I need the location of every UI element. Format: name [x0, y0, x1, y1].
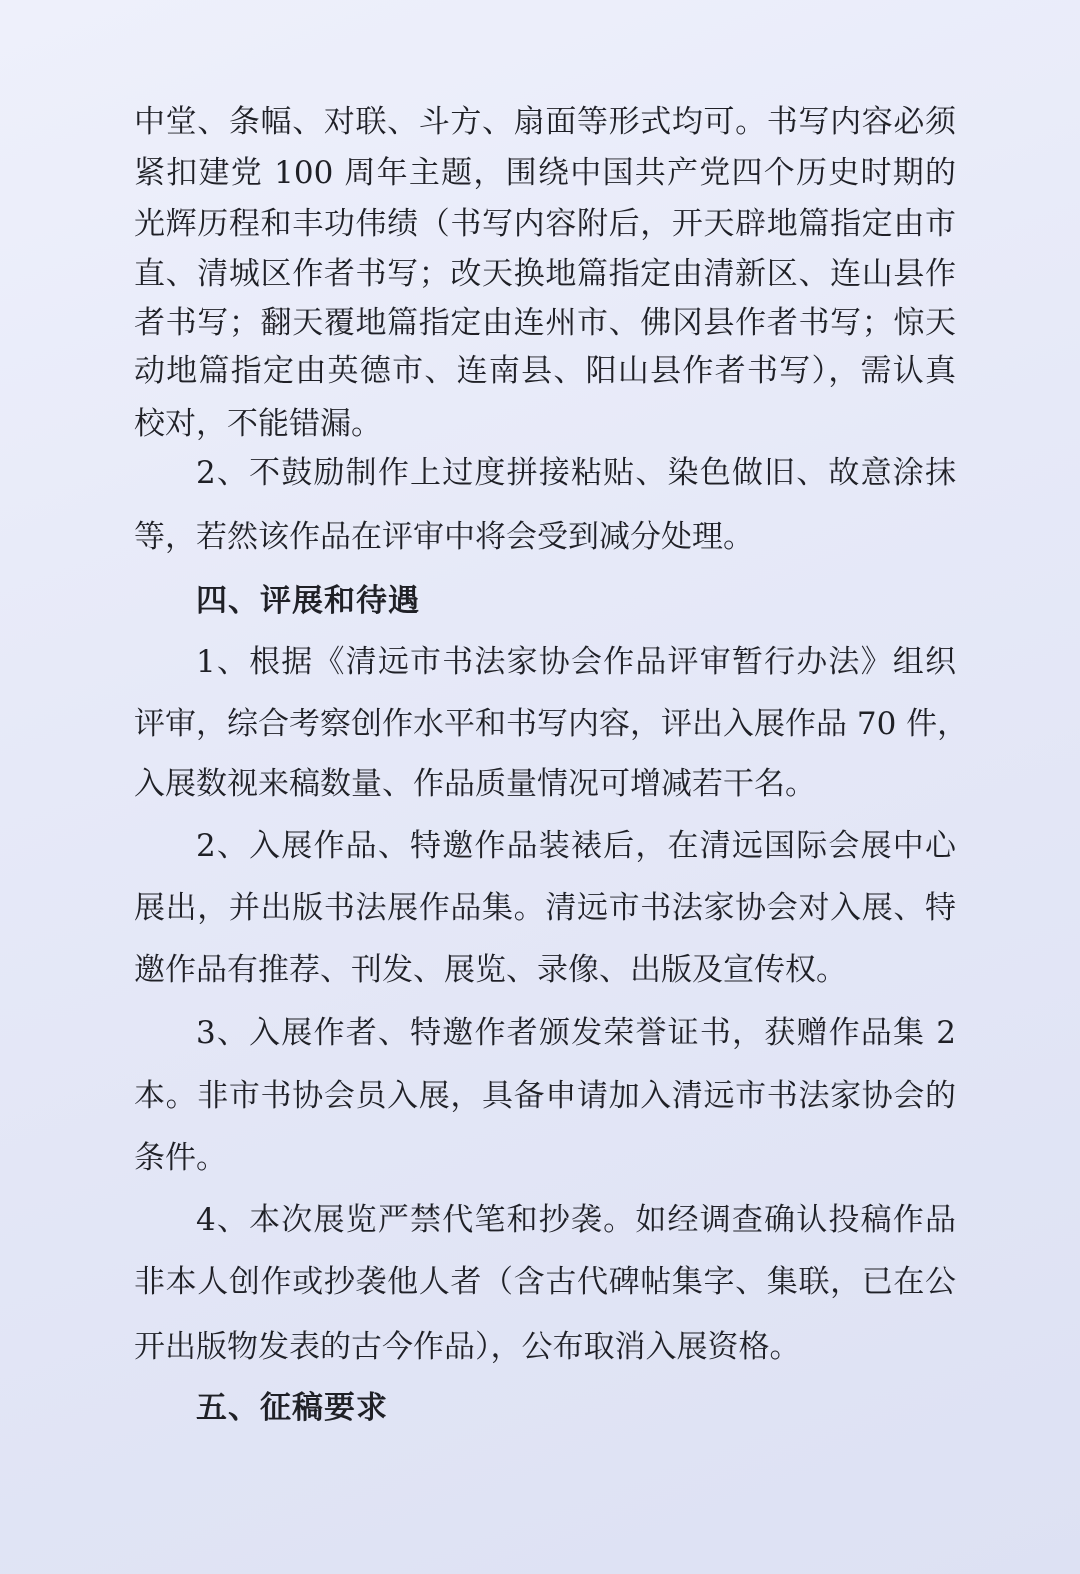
paragraph-line: 等，若然该作品在评审中将会受到减分处理。 [134, 519, 754, 555]
paragraph-line: 2、入展作品、特邀作品装裱后，在清远国际会展中心 [196, 828, 956, 864]
section-heading: 四、评展和待遇 [196, 583, 420, 619]
paragraph-line: 3、入展作者、特邀作者颁发荣誉证书，获赠作品集 2 [196, 1015, 956, 1051]
paragraph-line: 条件。 [134, 1140, 227, 1176]
section-heading: 五、征稿要求 [196, 1390, 388, 1426]
paragraph-line: 开出版物发表的古今作品），公布取消入展资格。 [134, 1329, 801, 1365]
paragraph-line: 1、根据《清远市书法家协会作品评审暂行办法》组织 [196, 644, 956, 680]
paragraph-line: 评审，综合考察创作水平和书写内容，评出入展作品 70 件， [134, 706, 969, 742]
paragraph-line: 非本人创作或抄袭他人者（含古代碑帖集字、集联，已在公 [134, 1264, 956, 1300]
paragraph-line: 本。非市书协会员入展，具备申请加入清远市书法家协会的 [134, 1078, 956, 1114]
paragraph-line: 光辉历程和丰功伟绩（书写内容附后，开天辟地篇指定由市 [134, 206, 956, 242]
paragraph-line: 中堂、条幅、对联、斗方、扇面等形式均可。书写内容必须 [134, 104, 956, 140]
paragraph-line: 动地篇指定由英德市、连南县、阳山县作者书写），需认真 [134, 353, 956, 389]
paragraph-line: 者书写；翻天覆地篇指定由连州市、佛冈县作者书写；惊天 [134, 305, 956, 341]
paragraph-line: 紧扣建党 100 周年主题，围绕中国共产党四个历史时期的 [134, 155, 956, 191]
paragraph-line: 展出，并出版书法展作品集。清远市书法家协会对入展、特 [134, 890, 956, 926]
paragraph-line: 直、清城区作者书写；改天换地篇指定由清新区、连山县作 [134, 256, 956, 292]
paragraph-line: 邀作品有推荐、刊发、展览、录像、出版及宣传权。 [134, 952, 847, 988]
paragraph-line: 校对，不能错漏。 [134, 406, 382, 442]
paragraph-line: 入展数视来稿数量、作品质量情况可增减若干名。 [134, 766, 816, 802]
paragraph-line: 4、本次展览严禁代笔和抄袭。如经调查确认投稿作品 [196, 1202, 956, 1238]
paragraph-line: 2、不鼓励制作上过度拼接粘贴、染色做旧、故意涂抹 [196, 455, 956, 491]
